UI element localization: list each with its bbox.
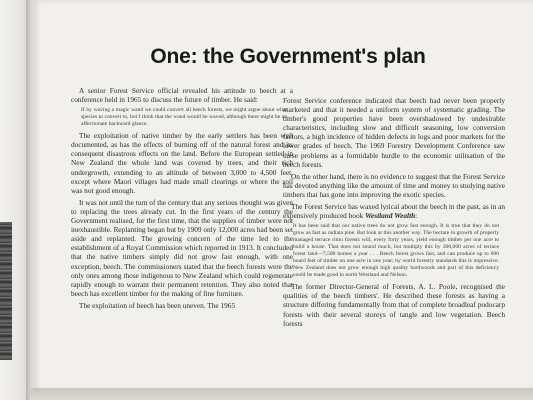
left-column bbox=[71, 86, 293, 313]
paragraph-3-text: The Forest Service has waxed lyrical about the beech in the past, as in an expensively produced book bbox=[283, 202, 505, 221]
right-paragraph-3 bbox=[283, 202, 505, 220]
right-paragraph-4: The former Director-General of Forests, A. L. Poole, recognised the qualities of the beech timbers'. He described these forests as having a structure differing fundamentally from that of complete broadleaf podocarp forests with their several storeys of tangle and low vegetation. Beech forests bbox=[283, 282, 505, 328]
left-paragraph-2: The exploitation of native timber by the early settlers has been well documented, as has the effects of burning off of the natural forest and its consequent disastrous effects on the land. Before the European settled in New Zealand the whole land was covered by trees, and their rich undergrowth, extending to an altitude of between 3,000 to 4,500 feet, except where Maori villages had made small clearings or where the soil was not good enough. bbox=[71, 131, 293, 195]
page-title: One: the Government's plan bbox=[150, 45, 426, 68]
left-paragraph-4: The exploitation of beech has been uneven. The 1965 bbox=[79, 300, 236, 310]
left-paragraph-1: A senior Forest Service official revealed his attitude to beech at a conference held in 1965 to discuss the future of timber. He said: bbox=[71, 86, 293, 105]
block-quote-1: If by waving a magic wand we could convert all beech forests, we might argue about what species to convert to, but I think that the wand would be waved, although there might be an affectionate backward glance. bbox=[81, 107, 287, 128]
book-page bbox=[33, 0, 533, 390]
right-paragraph-1: Forest Service conference indicated that beech had never been properly marketed and that it needed a uniform system of systematic grading. The timber's good properties have been overshadowed by undesirable characteristics, including slow and difficult seasoning, low conversion factors, a high incidence of hidden defects in logs and poor markets for the lower grades of beech. The 1969 Forestry Development Conference saw these problems as a formidable hurdle to the economic utilisation of the beech forests. bbox=[283, 96, 505, 169]
book-title: Westland Wealth bbox=[365, 211, 416, 221]
block-quote-2: It has been said that our native trees do not grow fast enough. It is true that they do not grow as fast as radiata pine. But look at this another way. The hectare in growth of properly managed terrace rimu forests will, every forty years, yield enough timber per one acre to build a house. That does not sound much, but multiply this by 300,000 acres of terrace forest land—7,500 homes a year . . . Beech forest grows fast, and can produce up to 600 board feet of timber on one acre in one year; by world forestry standards this is impressive. New Zealand does not grow enough high quality hardwoods and part of this deficiency could be made good in north Westland and Nelson. bbox=[293, 223, 499, 279]
left-paragraph-3: It was not until the turn of the century that any serious thought was given to replacing the trees already cut. In the first years of the century the Government realised, for the first time, that the supplies of timber were not inexhaustible. Replanting began but by 1909 only 12,000 acres had been set aside and replanted. The growing concern of the time led to the establishment of a Royal Commission which reported in 1913. It concluded that the native timbers simply did not grow fast enough, with one exception, beech. The commissioners stated that the beech forests were the only ones among those indigenous to New Zealand which could regenerate rapidly enough to warrant their permanent retention. They also noted that beech has excellent timber for the making of fine furniture. bbox=[71, 197, 293, 298]
page-bottom-edge bbox=[30, 388, 533, 400]
facing-page-photo bbox=[0, 222, 12, 360]
right-column bbox=[283, 96, 505, 331]
right-paragraph-2: On the other hand, there is no evidence to suggest that the Forest Service has devoted anything like the amount of time and money to studying native timbers that has gone into improving the exotic species. bbox=[283, 171, 505, 199]
paragraph-3-end: : bbox=[415, 211, 418, 221]
